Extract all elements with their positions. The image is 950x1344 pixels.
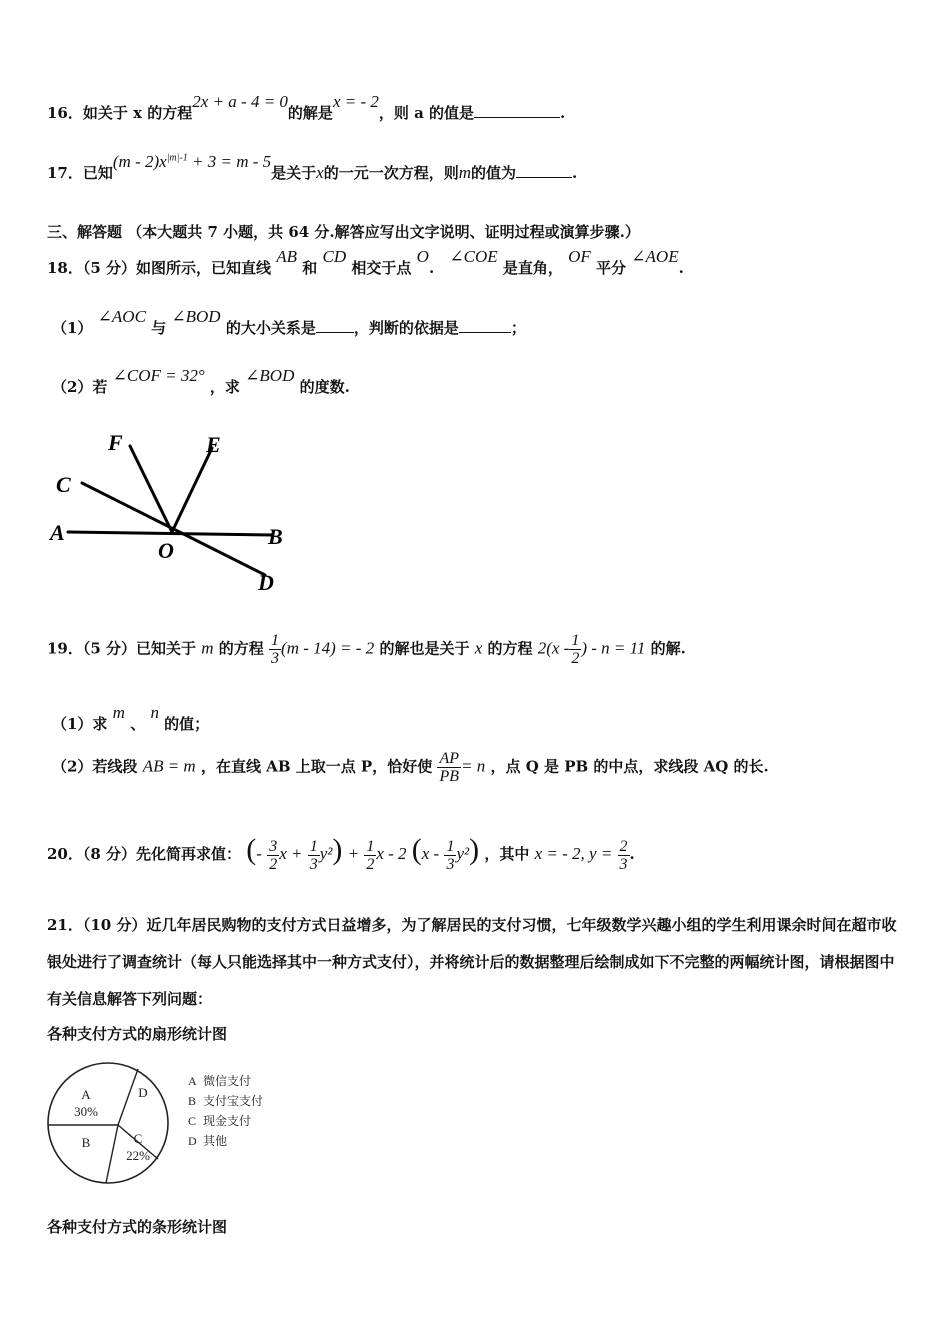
- fraction: $\frac{1}{3}$: [309, 837, 318, 873]
- question-19: 19．（5 分）已知关于 m 的方程 $\frac{1}{3}$ (m - 14) = - 2 的解也是关于 x 的方程 2(x - $\frac{1}{2}$ ) - n = 11 的解.: [47, 632, 686, 667]
- label-b: B: [268, 524, 283, 549]
- pie-slice-label-d: D: [138, 1085, 148, 1100]
- line-ab: [68, 532, 272, 535]
- question-20: 20．（8 分）先化简再求值： (- $\frac{3}{2}$ x + $\frac{1}{3}$ y²) + $\frac{1}{2}$ x - 2 (x - $\frac{1}{3}$ y²) ，其中 x = - 2, y = $\frac{2}{3}$ .: [47, 833, 635, 873]
- section-heading: 三、解答题 （本大题共 7 小题，共 64 分.解答应写出文字说明、证明过程或演算步骤.）: [47, 223, 640, 241]
- pie-slice-label-a: A: [81, 1087, 91, 1102]
- label-d: D: [258, 570, 274, 595]
- legend-key-c: C: [188, 1114, 197, 1128]
- pie-chart: [40, 1055, 300, 1190]
- fraction: $\frac{AP}{PB}$: [439, 750, 459, 785]
- fraction: $\frac{1}{3}$: [271, 632, 280, 667]
- answer-blank: [516, 163, 572, 178]
- legend-key-b: B: [188, 1094, 197, 1108]
- question-18-part-1: （1） ∠AOC 与 ∠BOD 的大小关系是 ，判断的依据是 ；: [52, 307, 526, 337]
- legend-key-a: A: [188, 1074, 197, 1088]
- fraction: $\frac{2}{3}$: [619, 837, 628, 873]
- pie-slice-value-c: 22%: [126, 1148, 150, 1163]
- question-18: 18．（5 分）如图所示，已知直线 AB 和 CD 相交于点 O. ∠COE 是直角， OF 平分 ∠AOE.: [47, 247, 684, 277]
- fraction: $\frac{3}{2}$: [269, 837, 278, 873]
- legend-text-a: 微信支付: [203, 1074, 252, 1088]
- legend-key-d: D: [188, 1134, 197, 1148]
- pie-slice-label-c: C: [133, 1131, 143, 1146]
- label-o: O: [158, 538, 174, 563]
- fraction: $\frac{1}{3}$: [446, 837, 455, 873]
- legend-text-d: 其他: [203, 1134, 228, 1148]
- ray-oe: [172, 448, 212, 532]
- question-18-part-2: （2）若 ∠COF = 32° ，求 ∠BOD 的度数.: [52, 366, 350, 396]
- pie-divider: [106, 1125, 118, 1183]
- question-16: 16．如关于 x 的方程2x + a - 4 = 0的解是x = - 2，则 a 的值是 .: [47, 92, 566, 122]
- angle-figure: [40, 420, 320, 600]
- fraction: $\frac{1}{2}$: [571, 632, 580, 667]
- legend-text-b: 支付宝支付: [203, 1094, 264, 1108]
- label-a: A: [50, 520, 65, 545]
- answer-blank: [459, 318, 511, 333]
- fraction: $\frac{1}{2}$: [366, 837, 375, 873]
- answer-blank: [474, 103, 560, 118]
- pie-divider: [118, 1069, 138, 1125]
- q17-equation: $(m - 2)x^{|m|-1} + 3 = m - 5$: [112, 152, 272, 171]
- answer-blank: [316, 318, 354, 333]
- bar-chart-title: 各种支付方式的条形统计图: [47, 1218, 228, 1236]
- legend-text-c: 现金支付: [203, 1114, 252, 1128]
- q16-equation: 2x + a - 4 = 0: [192, 92, 288, 111]
- question-21: 21．（10 分）近几年居民购物的支付方式日益增多，为了解居民的支付习惯，七年级数学兴趣小组的学生利用课余时间在超市收银处进行了调查统计（每人只能选择其中一种方式支付），并将统计后的数据整理后绘制成如下不完整的两幅统计图，请根据图中有关信息解答下列问题：: [47, 916, 897, 1008]
- label-e: E: [206, 432, 221, 457]
- pie-outline: [48, 1063, 168, 1183]
- pie-slice-label-b: B: [81, 1135, 91, 1150]
- label-c: C: [56, 472, 71, 497]
- question-19-part-1: （1）求 m 、 n 的值；: [52, 703, 210, 733]
- q16-solution: x = - 2: [332, 92, 379, 111]
- question-17: 17．已知$(m - 2)x^{|m|-1} + 3 = m - 5$是关于x的一元一次方程，则m的值为 .: [47, 152, 578, 182]
- pie-slice-value-a: 30%: [74, 1104, 98, 1119]
- question-19-part-2: （2）若线段 AB = m ，在直线 AB 上取一点 P，恰好使 $\frac{AP}{PB}$ = n ，点 Q 是 PB 的中点，求线段 AQ 的长.: [52, 750, 769, 785]
- label-f: F: [108, 430, 123, 455]
- pie-chart-title: 各种支付方式的扇形统计图: [47, 1025, 228, 1043]
